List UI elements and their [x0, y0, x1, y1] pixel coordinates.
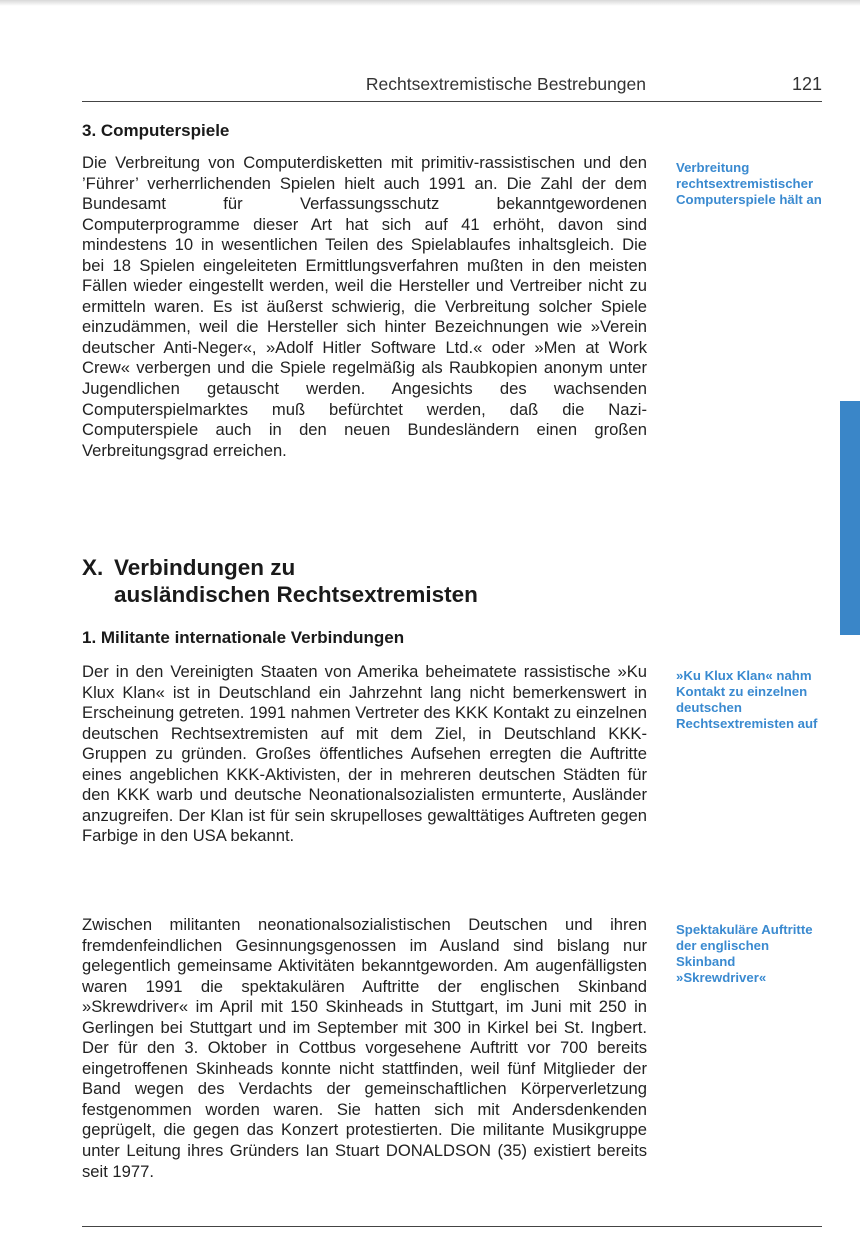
body-paragraph-ku-klux-klan: Der in den Vereinigten Staaten von Amerika beheimatete rassistische »Ku Klux Klan« ist in Deutschland ein Jahrzehnt lang nicht bemerkenswert in Erscheinung getreten. 1991 nahmen Vertreter des KKK Kontakt zu einzelnen deutschen Rechtsextremisten auf mit dem Ziel, in Deutschland KKK-Gruppen zu gründen. Großes öffentliches Aufsehen erregten die Auftritte eines angeblichen KKK-Aktivisten, der in mehreren deutschen Städten für den KKK warb und deutsche Neonationalsozialisten ermunterte, Ausländer anzugreifen. Der Klan ist für sein skrupelloses gewalttätiges Auftreten gegen Farbige in den USA bekannt.: [82, 662, 647, 846]
chapter-thumb-tab: [840, 401, 860, 635]
footer-rule: [82, 1226, 822, 1227]
chapter-number: X.: [82, 555, 104, 580]
chapter-title-line2: ausländischen Rechtsextremisten: [114, 582, 478, 607]
chapter-title-line1: Verbindungen zu: [114, 555, 296, 580]
scan-top-shade: [0, 0, 860, 6]
body-paragraph-computerspiele: Die Verbreitung von Computerdisketten mit primitiv-rassistischen und den ’Führer’ verherrlichenden Spielen hielt auch 1991 an. Die Zahl der dem Bundesamt für Verfassungsschutz bekanntgewordenen Computerprogramme dieser Art hat sich auf 41 erhöht, davon sind mindestens 10 in wesentlichen Teilen des Spielablaufes inhaltsgleich. Die bei 18 Spielen eingeleiteten Ermittlungsverfahren mußten in den meisten Fällen wieder eingestellt werden, weil die Hersteller und Vertreiber nicht zu ermitteln waren. Es ist äußerst schwierig, die Verbreitung solcher Spiele einzudämmen, weil die Hersteller sich hinter Bezeichnungen wie »Verein deutscher Anti-Neger«, »Adolf Hitler Software Ltd.« oder »Men at Work Crew« verbergen und die Spiele regelmäßig als Raubkopien anonym unter Jugendlichen getauscht werden. Angesichts des wachsenden Computerspielmarktes muß befürchtet werden, daß die Nazi-Computerspiele auch in den neuen Bundesländern einen großen Verbreitungsgrad erreichen.: [82, 153, 647, 460]
running-title: Rechtsextremistische Bestrebungen: [365, 74, 646, 94]
body-paragraph-skrewdriver: Zwischen militanten neonationalsozialistischen Deutschen und ihren fremdenfeindlichen Gesinnungsgenossen im Ausland sind bislang nur gelegentlich gemeinsame Aktivitäten bekanntgeworden. Am augenfälligsten waren 1991 die spektakulären Auftritte der englischen Skinband »Skrewdriver« im April mit 150 Skinheads in Stuttgart, im Juni mit 250 in Gerlingen bei Stuttgart und im September mit 300 in Kirkel bei St. Ingbert. Der für den 3. Oktober in Cottbus vorgesehene Auftritt vor 700 bereits eingetroffenen Skinheads konnte nicht stattfinden, weil fünf Mitglieder der Band wegen des Verdachts der gemeinschaftlichen Körperverletzung festgenommen worden waren. Sie hatten sich mit Andersdenkenden geprügelt, die gegen das Konzert protestierten. Die militante Musikgruppe unter Leitung ihres Gründers Ian Stuart DONALDSON (35) existiert bereits seit 1977.: [82, 915, 647, 1181]
header-rule: [82, 101, 822, 102]
section-heading-militante-verbindungen: 1. Militante internationale Verbindungen: [82, 628, 405, 647]
page-number: 121: [791, 74, 822, 94]
margin-note-computerspiele: Verbreitung rechtsextremistischer Computerspiele hält an: [676, 160, 822, 207]
margin-note-skrewdriver: Spektakuläre Auftritte der englischen Skinband »Skrewdriver«: [676, 922, 813, 985]
running-header: [82, 74, 822, 100]
margin-note-ku-klux-klan: »Ku Klux Klan« nahm Kontakt zu einzelnen deutschen Rechtsextremisten auf: [676, 668, 818, 731]
section-heading-computerspiele: 3. Computerspiele: [82, 121, 230, 140]
chapter-title: [82, 554, 478, 608]
